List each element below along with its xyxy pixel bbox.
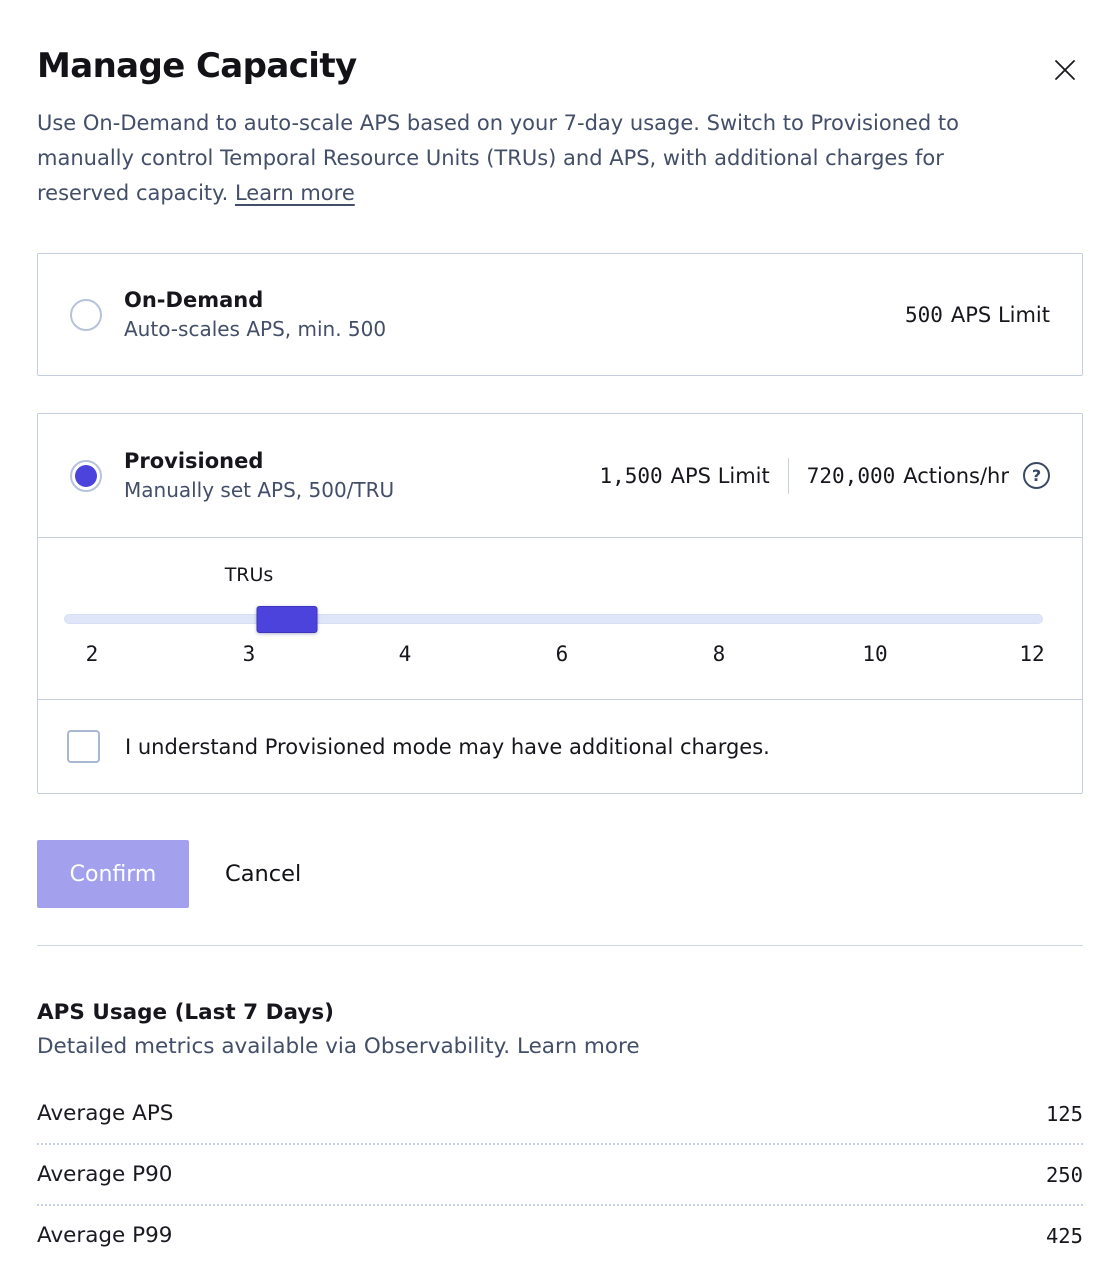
tick-8: 8 [712,642,726,666]
dialog-header [37,0,1083,88]
provisioned-actions-unit: Actions/hr [903,463,1009,488]
page-title: Manage Capacity [37,46,357,86]
provisioned-text [124,449,394,502]
tick-10: 10 [862,642,888,666]
acknowledge-section [38,700,1082,793]
on-demand-title: On-Demand [124,288,264,312]
section-divider [37,945,1083,946]
tick-2: 2 [85,642,99,666]
learn-more-link[interactable]: Learn more [234,181,355,205]
on-demand-aps-value: 500 [904,302,943,327]
dialog-description [37,106,1083,211]
on-demand-subtitle: Auto-scales APS, min. 500 [124,317,387,341]
acknowledge-checkbox[interactable] [67,730,100,763]
provisioned-aps-unit: APS Limit [670,463,770,488]
row-value: 250 [1045,1162,1083,1187]
row-value: 425 [1045,1223,1083,1248]
acknowledge-label: I understand Provisioned mode may have additional charges. [125,734,770,759]
table-row [37,1143,1083,1204]
usage-table [37,1084,1083,1265]
on-demand-aps-unit: APS Limit [950,302,1050,327]
slider-track[interactable] [64,614,1043,624]
stats-divider [788,458,789,494]
provisioned-aps-value: 1,500 [599,463,663,488]
row-label: Average APS [37,1101,174,1126]
confirm-button[interactable]: Confirm [37,840,189,908]
slider-ticks [38,642,1082,672]
provisioned-actions-value: 720,000 [806,463,896,488]
on-demand-radio[interactable] [70,299,102,331]
provisioned-subtitle: Manually set APS, 500/TRU [124,478,395,502]
slider-handle[interactable] [257,606,318,633]
action-buttons [37,840,1083,908]
row-label: Average P90 [37,1162,173,1187]
on-demand-stats [905,303,1050,327]
row-label: Average P99 [37,1223,173,1248]
close-button[interactable] [1047,52,1083,88]
tru-slider-section [38,538,1082,700]
description-line-1: Use On-Demand to auto-scale APS based on your 7-day usage. Switch to Provisioned to [37,111,959,135]
usage-learn-more-link[interactable]: Learn more [516,1034,640,1059]
help-icon[interactable]: ? [1023,462,1050,489]
cancel-button[interactable]: Cancel [225,861,302,887]
provisioned-radio[interactable] [70,460,102,492]
option-provisioned [37,413,1083,794]
provisioned-title: Provisioned [124,449,264,473]
provisioned-header-row[interactable] [38,414,1082,538]
row-value: 125 [1045,1101,1083,1126]
tick-6: 6 [555,642,569,666]
on-demand-text [124,288,386,341]
tick-12: 12 [1019,642,1045,666]
table-row [37,1204,1083,1265]
provisioned-stats [599,458,1050,494]
description-line-3: reserved capacity. [37,181,229,205]
usage-subheading-text: Detailed metrics available via Observability. [37,1034,511,1059]
tick-4: 4 [398,642,412,666]
usage-subheading [37,1034,1083,1059]
option-on-demand[interactable] [37,253,1083,376]
tick-3: 3 [242,642,256,666]
usage-section [37,1000,1083,1265]
usage-heading: APS Usage (Last 7 Days) [37,1000,334,1025]
slider-label: TRUs [224,564,274,586]
table-row [37,1084,1083,1143]
close-icon [1051,56,1079,84]
description-line-2: manually control Temporal Resource Units (TRUs) and APS, with additional charges for [37,146,944,170]
